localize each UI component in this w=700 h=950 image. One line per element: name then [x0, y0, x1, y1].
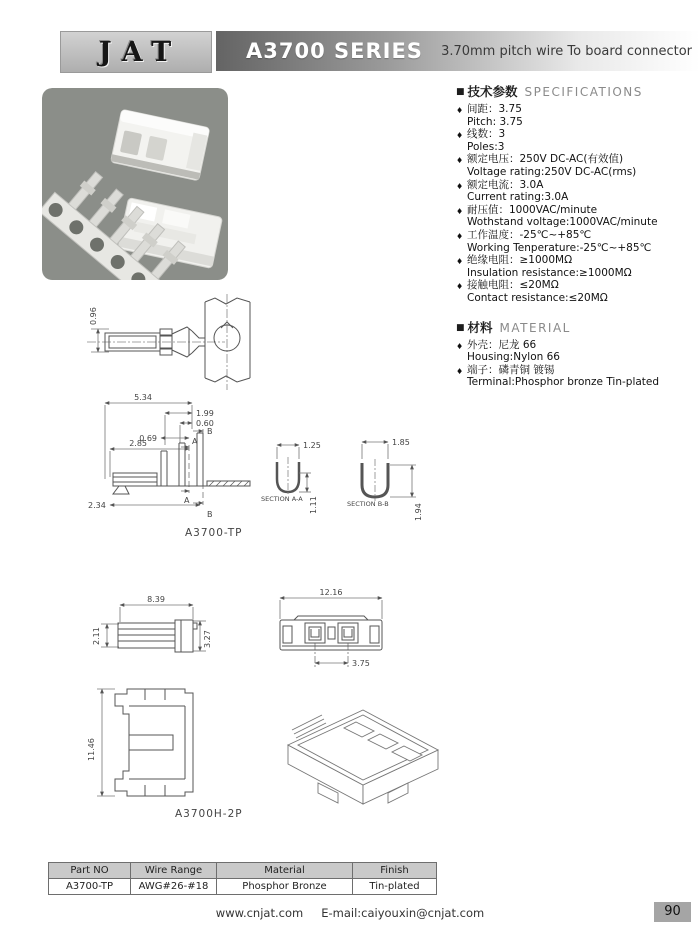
diamond-bullet-icon: ♦: [456, 282, 464, 292]
housing-top-drawing: [85, 686, 280, 836]
dim-12-16: 12.16: [319, 588, 343, 597]
spec-item-insulation: [456, 254, 700, 279]
diamond-bullet-icon: ♦: [456, 231, 464, 241]
housing-top-outline: [115, 689, 193, 796]
dim-2-11: 2.11: [92, 627, 101, 645]
col-material: Material: [217, 863, 353, 879]
col-part-no: Part NO: [49, 863, 131, 879]
square-bullet-icon: ■: [456, 322, 465, 333]
material-cn: 外壳：尼龙 66: [467, 338, 537, 351]
brand-logo: [60, 31, 212, 73]
section-mark-a-bottom: A: [184, 496, 190, 505]
spec-en: Insulation resistance:≥1000MΩ: [467, 266, 632, 279]
spec-item-voltage: [456, 153, 700, 178]
spec-cn: 工作温度：-25℃~+85℃: [467, 228, 592, 241]
specs-column: [456, 82, 700, 389]
terminal-dimension-drawing: [85, 393, 450, 548]
cell-material: Phosphor Bronze: [217, 879, 353, 895]
housing-side-drawing: [85, 585, 280, 680]
dimension-lines: [101, 605, 206, 651]
material-item-terminal: [456, 364, 700, 389]
specifications-heading-cn: 技术参数: [467, 84, 518, 99]
section-mark-a-top: A: [192, 437, 198, 446]
housing-front-drawing: [278, 585, 450, 685]
diamond-bullet-icon: ♦: [456, 366, 464, 376]
spec-cn: 线数：3: [467, 128, 506, 141]
diamond-bullet-icon: ♦: [456, 131, 464, 141]
footer: [0, 906, 700, 920]
spec-cn: 间距：3.75: [467, 103, 522, 115]
spec-en: Voltage rating:250V DC-AC(rms): [467, 165, 637, 178]
dim-1-99: 1.99: [196, 409, 214, 418]
dimension-lines: [105, 403, 203, 505]
dim-11-46: 11.46: [87, 738, 96, 761]
section-a-label: SECTION A-A: [261, 495, 303, 503]
parts-table: [48, 862, 437, 895]
spec-en: Poles:3: [467, 140, 505, 153]
dim-5-34: 5.34: [134, 393, 152, 402]
cell-part-no: A3700-TP: [49, 879, 131, 895]
footer-website: www.cnjat.com: [215, 906, 304, 920]
spec-item-current: [456, 179, 700, 204]
spec-en: Current rating:3.0A: [467, 191, 569, 204]
footer-email: E-mail:caiyouxin@cnjat.com: [321, 906, 485, 920]
dim-0-96: 0.96: [89, 307, 98, 325]
dim-3-75: 3.75: [352, 659, 370, 668]
dim-0-69: 0.69: [139, 434, 157, 443]
centerlines: [87, 294, 227, 390]
dim-1-11: 1.11: [309, 496, 318, 514]
col-wire-range: Wire Range: [131, 863, 217, 879]
spec-en: Contact resistance:≤20MΩ: [467, 291, 608, 304]
isometric-outline: [288, 710, 438, 804]
cell-wire-range: AWG#26-#18: [131, 879, 217, 895]
product-photo: [42, 88, 228, 280]
spec-cn: 额定电压：250V DC-AC(有效值): [467, 153, 624, 166]
spec-item-pitch: [456, 103, 700, 128]
page-title: A3700 SERIES: [246, 39, 423, 63]
spec-cn: 接触电阻：≤20MΩ: [467, 279, 559, 292]
material-en: Terminal:Phosphor bronze Tin-plated: [467, 376, 660, 389]
product-photo-image: [42, 88, 228, 280]
section-mark-b-top: B: [207, 427, 213, 436]
specifications-heading-en: SPECIFICATIONS: [524, 85, 643, 99]
material-en: Housing:Nylon 66: [467, 351, 560, 364]
material-heading-cn: 材料: [467, 319, 493, 335]
spec-en: Working Tenperature:-25℃~+85℃: [467, 241, 652, 254]
brand-logo-text: JAT: [98, 36, 182, 68]
spec-en: Pitch: 3.75: [467, 115, 523, 128]
dim-2-85: 2.85: [129, 439, 147, 448]
page-number-badge: 90: [654, 902, 691, 922]
square-bullet-icon: ■: [456, 87, 465, 97]
diamond-bullet-icon: ♦: [456, 156, 464, 166]
section-mark-b-bottom: B: [207, 510, 213, 519]
spec-item-temperature: [456, 229, 700, 254]
diamond-bullet-icon: ♦: [456, 206, 464, 216]
section-b-label: SECTION B-B: [347, 500, 389, 508]
table-header-row: [49, 863, 437, 879]
terminal-side-drawing: [85, 292, 450, 394]
cell-finish: Tin-plated: [353, 879, 437, 895]
spec-en: Wothstand voltage:1000VAC/minute: [467, 216, 658, 229]
dim-8-39: 8.39: [147, 595, 165, 604]
spec-cn: 耐压值：1000VAC/minute: [467, 203, 598, 216]
col-finish: Finish: [353, 863, 437, 879]
material-heading: [456, 318, 700, 336]
dim-2-34: 2.34: [88, 501, 106, 510]
housing-front-outline: [280, 616, 382, 650]
dimension-lines: [91, 329, 109, 352]
dimension-lines: [280, 598, 382, 667]
diamond-bullet-icon: ♦: [456, 341, 464, 351]
dim-1-94: 1.94: [414, 503, 423, 521]
housing-isometric-drawing: [268, 688, 453, 823]
dim-1-85: 1.85: [392, 438, 410, 447]
material-heading-en: MATERIAL: [499, 320, 571, 335]
spec-item-contact-resistance: [456, 279, 700, 304]
housing-side-outline: [118, 620, 197, 652]
dim-1-25: 1.25: [303, 441, 321, 450]
page-subtitle: 3.70mm pitch wire To board connector: [441, 43, 692, 59]
diamond-bullet-icon: ♦: [456, 257, 464, 267]
carrier-strip-outline: [205, 298, 250, 382]
spec-cn: 绝缘电阻：≥1000MΩ: [467, 254, 573, 267]
section-a-a: [261, 441, 321, 514]
header-band: [216, 31, 700, 71]
table-row: [49, 879, 437, 895]
specifications-heading: [456, 82, 700, 100]
terminal-part-label: A3700-TP: [185, 527, 243, 539]
section-b-b: [347, 438, 423, 521]
spec-cn: 额定电流：3.0A: [467, 178, 544, 191]
material-item-housing: [456, 339, 700, 364]
dim-0-60: 0.60: [196, 419, 214, 428]
spec-item-poles: [456, 128, 700, 153]
material-cn: 端子：磷青铜 镀锡: [467, 363, 555, 376]
dimension-lines: [97, 689, 115, 796]
spec-item-withstand: [456, 204, 700, 229]
dim-3-27: 3.27: [203, 630, 212, 648]
diamond-bullet-icon: ♦: [456, 181, 464, 191]
diamond-bullet-icon: ♦: [456, 106, 464, 115]
housing-part-label: A3700H-2P: [175, 808, 243, 820]
